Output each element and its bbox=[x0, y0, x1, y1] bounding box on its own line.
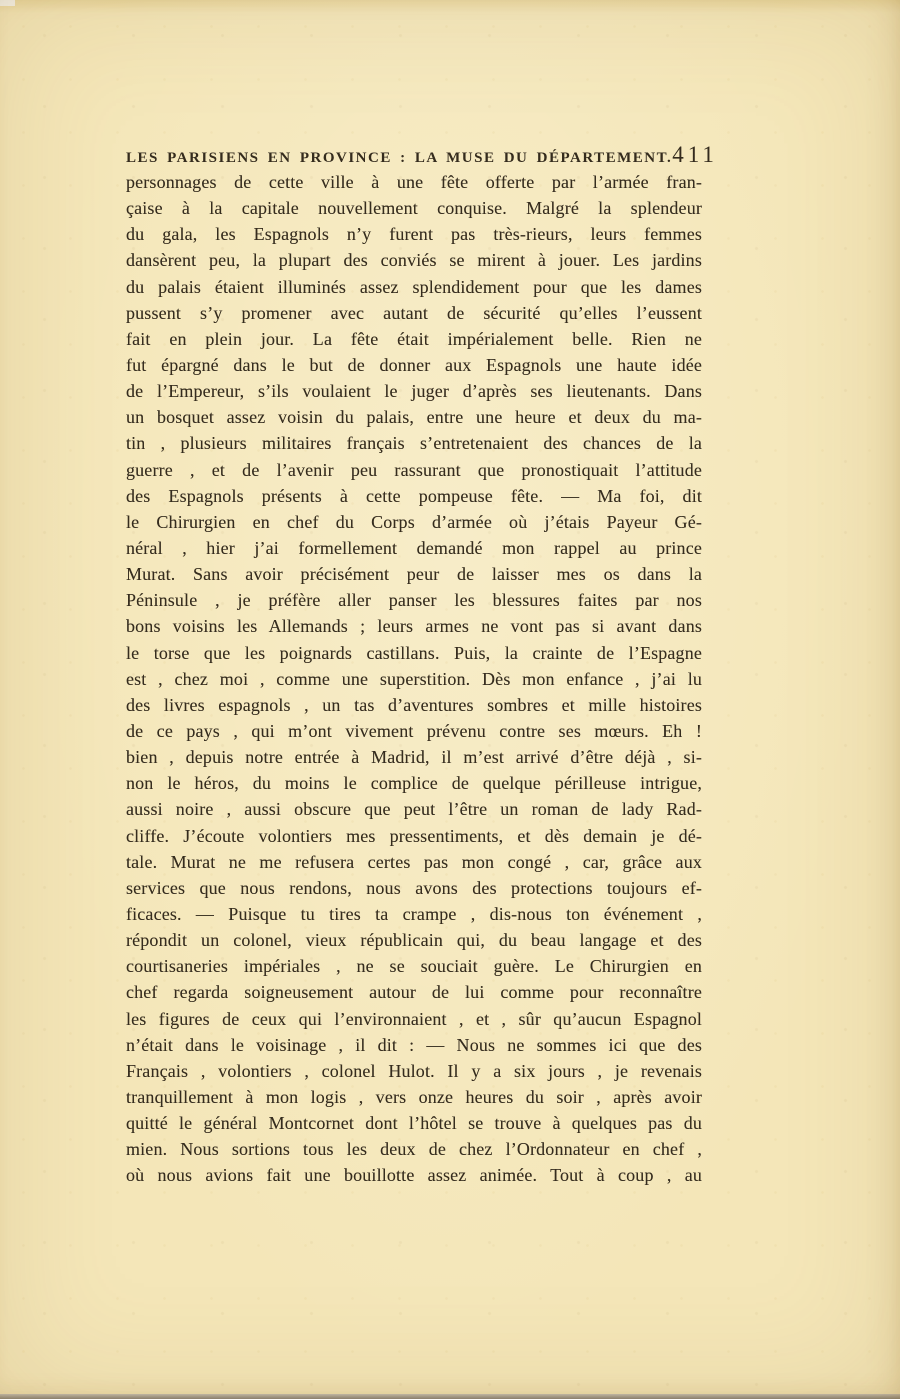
text-line: aussi noire , aussi obscure que peut l’être un roman de lady Rad- bbox=[126, 799, 702, 820]
text-line: Murat. Sans avoir précisément peur de laisser mes os dans la bbox=[126, 564, 702, 585]
text-line: néral , hier j’ai formellement demandé mon rappel au prince bbox=[126, 537, 702, 558]
page-text bbox=[126, 169, 702, 1188]
text-line: ficaces. — Puisque tu tires ta crampe , dis-nous ton événement , bbox=[126, 903, 702, 924]
text-line: personnages de cette ville à une fête offerte par l’armée fran- bbox=[126, 172, 702, 192]
text-line: le torse que les poignards castillans. Puis, la crainte de l’Espagne bbox=[126, 642, 702, 663]
text-line: de ce pays , qui m’ont vivement prévenu contre ses mœurs. Eh ! bbox=[126, 720, 702, 741]
running-header-title: LES PARISIENS EN PROVINCE : LA MUSE DU DÉPARTEMENT. bbox=[126, 150, 673, 166]
text-line: fut épargné dans le but de donner aux Espagnols une haute idée bbox=[126, 354, 702, 375]
text-line: chef regarda soigneusement autour de lui comme pour reconnaître bbox=[126, 982, 702, 1003]
text-line: Français , volontiers , colonel Hulot. Il y a six jours , je revenais bbox=[126, 1060, 702, 1081]
text-line: répondit un colonel, vieux républicain qui, du beau langage et des bbox=[126, 930, 702, 951]
text-line: bien , depuis notre entrée à Madrid, il m’est arrivé d’être déjà , si- bbox=[126, 747, 702, 768]
text-line: des Espagnols présents à cette pompeuse fête. — Ma foi, dit bbox=[126, 485, 702, 506]
text-line: un bosquet assez voisin du palais, entre une heure et deux du ma- bbox=[126, 407, 702, 428]
text-line: non le héros, du moins le complice de quelque périlleuse intrigue, bbox=[126, 773, 702, 794]
page-number: 411 bbox=[672, 142, 718, 167]
text-line: quitté le général Montcornet dont l’hôtel se trouve à quelques pas du bbox=[126, 1113, 702, 1134]
text-line: du palais étaient illuminés assez splendidement pour que les dames bbox=[126, 276, 702, 297]
scan-bottom-edge bbox=[0, 1394, 900, 1399]
text-line: du gala, les Espagnols n’y furent pas très-rieurs, leurs femmes bbox=[126, 224, 702, 245]
text-line: tin , plusieurs militaires français s’entretenaient des chances de la bbox=[126, 433, 702, 454]
scan-corner-notch bbox=[0, 0, 15, 6]
text-line: pussent s’y promener avec autant de sécurité qu’elles l’eussent bbox=[126, 302, 702, 323]
text-line: où nous avions fait une bouillotte assez animée. Tout à coup , au bbox=[126, 1165, 702, 1186]
text-line: çaise à la capitale nouvellement conquise. Malgré la splendeur bbox=[126, 198, 702, 219]
text-line: n’était dans le voisinage , il dit : — Nous ne sommes ici que des bbox=[126, 1034, 702, 1055]
text-line: Péninsule , je préfère aller panser les blessures faites par nos bbox=[126, 590, 702, 611]
text-line: dansèrent peu, la plupart des conviés se mirent à jouer. Les jardins bbox=[126, 250, 702, 271]
text-line: tranquillement à mon logis , vers onze heures du soir , après avoir bbox=[126, 1086, 702, 1107]
text-line: est , chez moi , comme une superstition. Dès mon enfance , j’ai lu bbox=[126, 668, 702, 689]
text-line: de l’Empereur, s’ils voulaient le juger d’après ses lieutenants. Dans bbox=[126, 381, 702, 402]
text-line: tale. Murat ne me refusera certes pas mon congé , car, grâce aux bbox=[126, 851, 702, 872]
text-line: des livres espagnols , un tas d’aventures sombres et mille histoires bbox=[126, 694, 702, 715]
text-line: cliffe. J’écoute volontiers mes pressentiments, et dès demain je dé- bbox=[126, 825, 702, 846]
text-line: le Chirurgien en chef du Corps d’armée où j’étais Payeur Gé- bbox=[126, 511, 702, 532]
text-line: courtisaneries impériales , ne se souciait guère. Le Chirurgien en bbox=[126, 956, 702, 977]
text-line: guerre , et de l’avenir peu rassurant que pronostiquait l’attitude bbox=[126, 459, 702, 480]
text-line: bons voisins les Allemands ; leurs armes ne vont pas si avant dans bbox=[126, 616, 702, 637]
text-line: mien. Nous sortions tous les deux de chez l’Ordonnateur en chef , bbox=[126, 1139, 702, 1160]
text-line: services que nous rendons, nous avons des protections toujours ef- bbox=[126, 877, 702, 898]
text-line: les figures de ceux qui l’environnaient , et , sûr qu’aucun Espagnol bbox=[126, 1008, 702, 1029]
running-header bbox=[126, 142, 718, 168]
text-line: fait en plein jour. La fête était impérialement belle. Rien ne bbox=[126, 328, 702, 349]
